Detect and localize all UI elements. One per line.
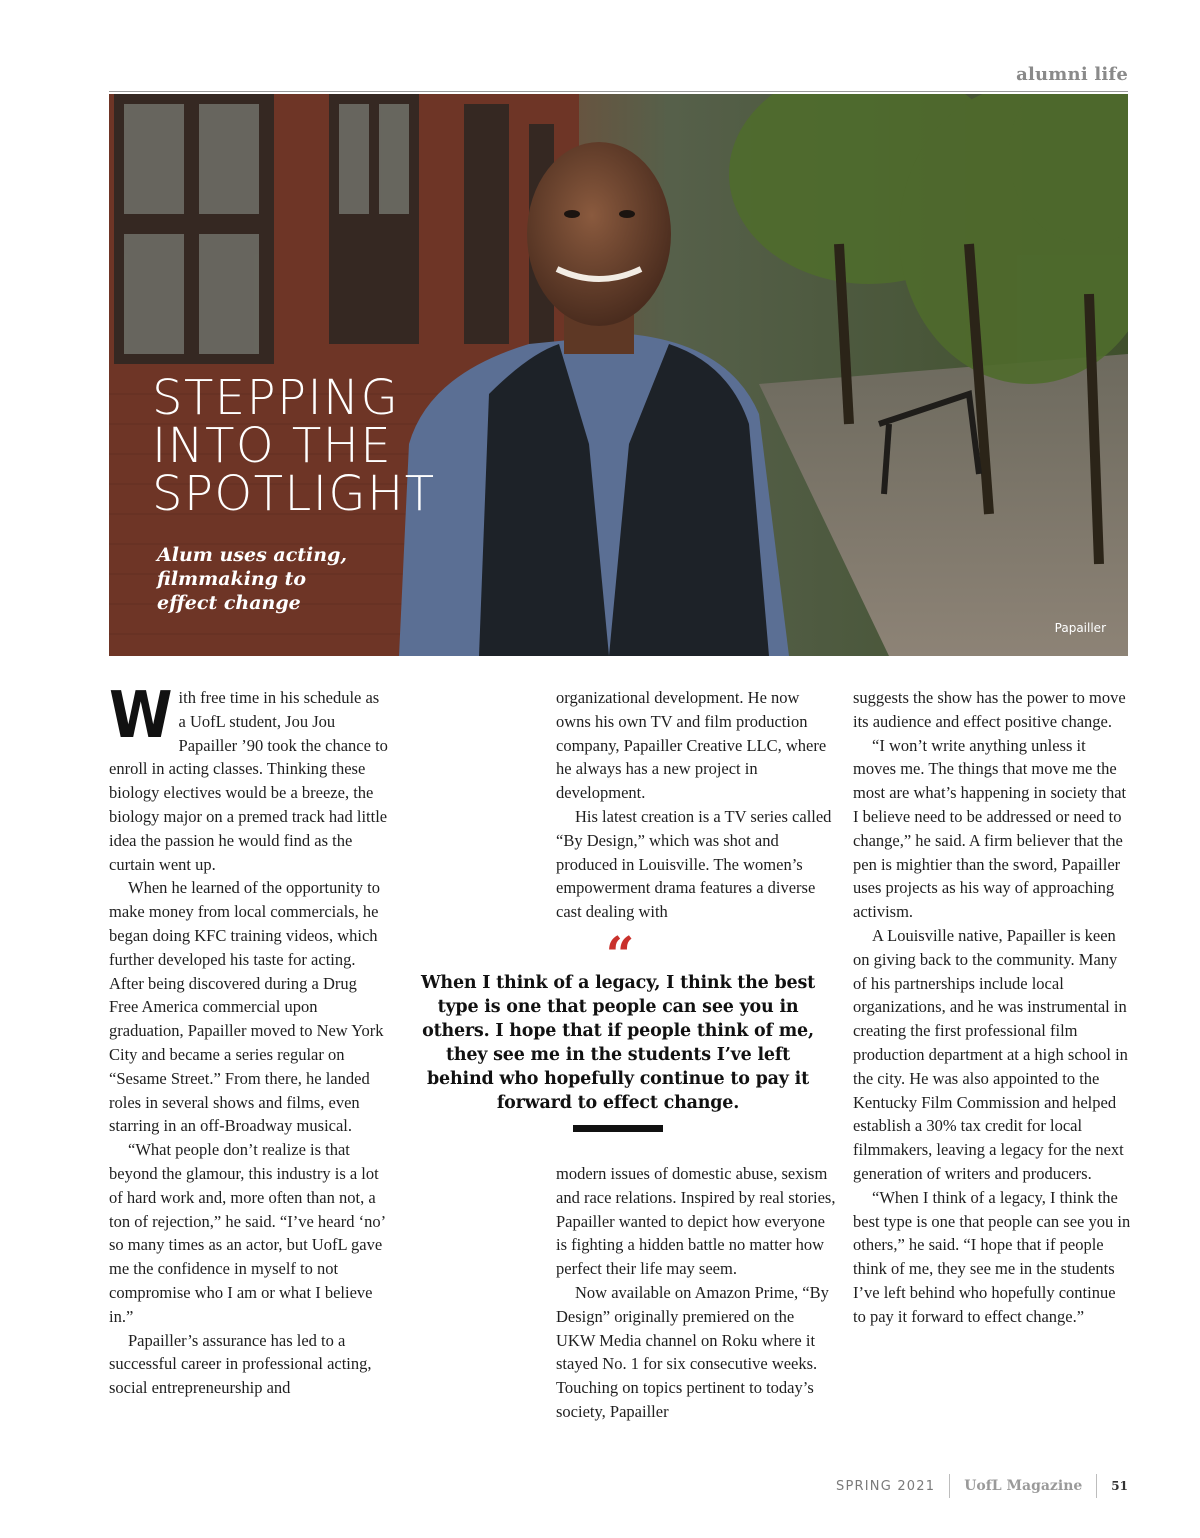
- page-footer: [836, 1474, 1128, 1498]
- article-column-1: [109, 679, 389, 1400]
- quote-mark-icon: “: [605, 925, 635, 984]
- section-label: alumni life: [1016, 64, 1128, 85]
- article-column-3: [853, 686, 1131, 1329]
- paragraph: Papailler’s assurance has led to a successful career in professional acting, social entrepreneurship and: [109, 1330, 372, 1398]
- paragraph: A Louisville native, Papailler is keen on giving back to the community. Many of his partnerships include local organizations, and he was instrumental in creating the first professional film production department at a high school in the city. He was also appointed to the Kentucky Film Commission and helped establish a 30% tax credit for local filmmakers, leaving a legacy for the next generation of writers and producers.: [853, 925, 1128, 1183]
- pull-quote-rule: [573, 1125, 663, 1132]
- paragraph: Now available on Amazon Prime, “By Design” originally premiered on the UKW Media channel on Roku where it stayed No. 1 for six consecutive weeks. Touching on topics pertinent to today’s society, Papailler: [556, 1282, 829, 1421]
- article-column-2-top: [556, 686, 836, 924]
- paragraph-1-text: ith free time in his schedule as a UofL student, Jou Jou Papailler ’90 took the chance to enroll in acting classes. Thinking these biology electives would be a breeze, the biology major on a premed track had little idea the passion he would find as the curtain went up.: [109, 688, 388, 874]
- paragraph: “I won’t write anything unless it moves me. The things that move me the most are what’s happening in society that I believe need to be addressed or need to change,” he said. A firm believer that the pen is mightier than the sword, Papailler uses projects as his way of approaching activism.: [853, 735, 1127, 922]
- page-number: 51: [1111, 1479, 1128, 1493]
- header-rule: [109, 91, 1128, 92]
- photo-credit: Papailler: [1054, 621, 1106, 635]
- headline-line-2: INTO THE: [152, 418, 393, 474]
- pull-quote: When I think of a legacy, I think the best type is one that people can see you in others. I hope that if people think of me, they see me in the students I’ve left behind who hopefully continue to pay it forward to effect change.: [420, 973, 816, 1113]
- paragraph: organizational development. He now owns his own TV and film production company, Papailler Creative LLC, where he always has a new project in development.: [556, 688, 827, 803]
- magazine-name: UofL Magazine: [964, 1478, 1083, 1494]
- paragraph-1: [109, 679, 389, 876]
- headline: [152, 370, 436, 522]
- issue-season: SPRING 2021: [836, 1478, 936, 1494]
- headline-line-3: SPOTLIGHT: [152, 466, 436, 522]
- article-column-2-bottom: [556, 1162, 836, 1424]
- deck-line-1: Alum uses acting,: [157, 544, 347, 566]
- paragraph: “What people don’t realize is that beyond the glamour, this industry is a lot of hard work and, more often than not, a ton of rejection,” he said. “I’ve heard ‘no’ so many times as an actor, but UofL gave me the confidence in myself to not compromise who I am or what I believe in.”: [109, 1140, 385, 1326]
- headline-line-1: STEPPING: [152, 370, 400, 426]
- paragraph: When he learned of the opportunity to make money from local commercials, he began doing KFC training videos, which further developed his taste for acting. After being discovered during a Drug Free America commercial upon graduation, Papailler moved to New York City and became a series regular on “Sesame Street.” From there, he landed roles in several shows and films, even starring in an off-Broadway musical.: [109, 878, 384, 1136]
- paragraph: His latest creation is a TV series called “By Design,” which was shot and produced in Louisville. The women’s empowerment drama features a diverse cast dealing with: [556, 806, 832, 922]
- paragraph: modern issues of domestic abuse, sexism and race relations. Inspired by real stories, Papailler wanted to depict how everyone is fighting a hidden battle no matter how perfect their life may seem.: [556, 1164, 836, 1279]
- paragraph: suggests the show has the power to move its audience and effect positive change.: [853, 688, 1126, 731]
- drop-cap: W: [109, 679, 173, 753]
- deck: [157, 543, 347, 615]
- deck-line-3: effect change: [157, 592, 301, 614]
- paragraph: “When I think of a legacy, I think the best type is one that people can see you in others,” he said. “I hope that if people think of me, they see me in the students I’ve left behind who hopefully continue to pay it forward to effect change.”: [853, 1187, 1131, 1326]
- deck-line-2: filmmaking to: [157, 568, 307, 590]
